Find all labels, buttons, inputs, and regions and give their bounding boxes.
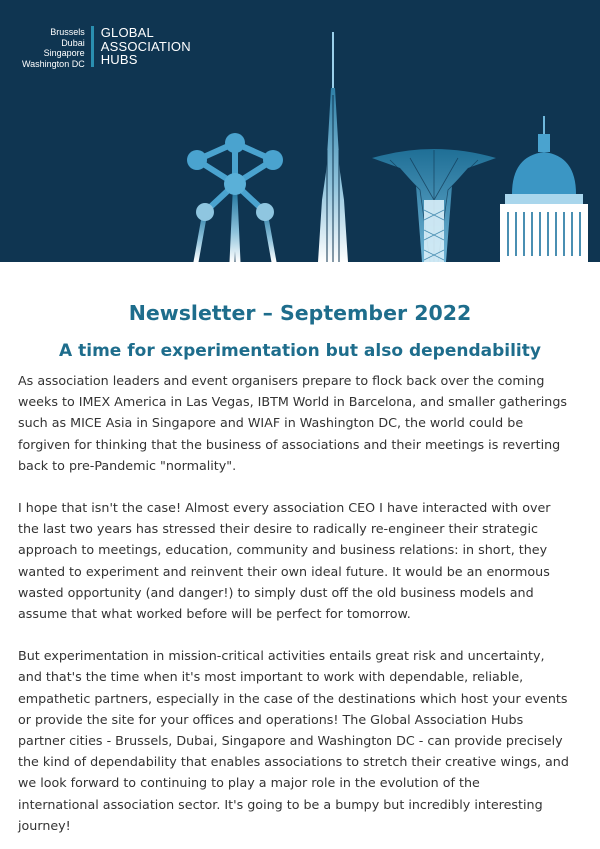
paragraph-line: forgiven for thinking that the business of associations and their meetings is reverting <box>18 436 561 452</box>
page-title: Newsletter – September 2022 <box>128 301 472 325</box>
paragraph-line: As association leaders and event organisers prepare to flock back over the coming <box>18 373 545 388</box>
burj-khalifa-icon <box>318 32 348 262</box>
paragraph-line: approach to meetings, education, community and business relations: in short, they <box>18 542 548 558</box>
article-paragraph <box>18 645 582 836</box>
article-paragraph <box>18 370 582 476</box>
paragraph-line: assume that what worked before will be perfect for tomorrow. <box>18 606 411 622</box>
paragraph-line: the kind of dependability that enables associations to stretch their creative wings, and <box>18 754 569 770</box>
paragraph-line: wasted opportunity (and danger!) to simply dust off the old business models and <box>18 584 534 600</box>
logo-city: Brussels <box>50 27 85 37</box>
logo-city: Washington DC <box>22 58 85 69</box>
paragraph-line: we look forward to continuing to play a major role in the evolution of the <box>18 775 480 791</box>
supertree-icon <box>372 149 496 262</box>
paragraph-line: I hope that isn't the case! Almost every association CEO I have interacted with over <box>18 500 551 516</box>
paragraph-line: back to pre-Pandemic "normality". <box>18 457 237 473</box>
paragraph-line: such as MICE Asia in Singapore and WIAF in Washington DC, the world could be <box>18 415 524 431</box>
paragraph-line: weeks to IMEX America in Las Vegas, IBTM World in Barcelona, and smaller gatherings <box>18 394 568 410</box>
paragraph-line: But experimentation in mission-critical activities entails great risk and uncertainty, <box>18 648 545 664</box>
logo-city: Dubai <box>61 37 85 48</box>
paragraph-line: wanted to experiment and reinvent their own ideal future. It would be an enormous <box>18 563 550 579</box>
article <box>0 300 600 836</box>
paragraph-line: the last two years has stressed their desire to radically re-engineer their strategic <box>18 521 538 537</box>
paragraph-line: empathetic partners, especially in the case of the destinations which host your events <box>18 690 568 706</box>
atomium-icon <box>187 133 283 262</box>
capitol-dome-icon <box>500 116 588 262</box>
skyline-illustration <box>0 0 600 262</box>
logo-city: Singapore <box>43 48 85 58</box>
paragraph-line: or provide the site for your offices and operations! The Global Association Hubs <box>18 711 524 727</box>
logo-title-line: ASSOCIATION <box>100 38 191 54</box>
header-banner <box>0 0 600 262</box>
article-paragraph <box>18 497 582 624</box>
paragraph-line: journey! <box>18 817 71 833</box>
logo-title-line: HUBS <box>100 52 138 67</box>
logo-title-line: GLOBAL <box>100 25 154 40</box>
paragraph-line: international association sector. It's going to be a bumpy but incredibly interesting <box>18 796 543 812</box>
paragraph-line: and that's the time when it's most important to work with dependable, reliable, <box>18 669 524 685</box>
article-subtitle: A time for experimentation but also dependability <box>59 341 541 361</box>
paragraph-line: partner cities - Brussels, Dubai, Singapore and Washington DC - can provide precisely <box>18 733 563 749</box>
